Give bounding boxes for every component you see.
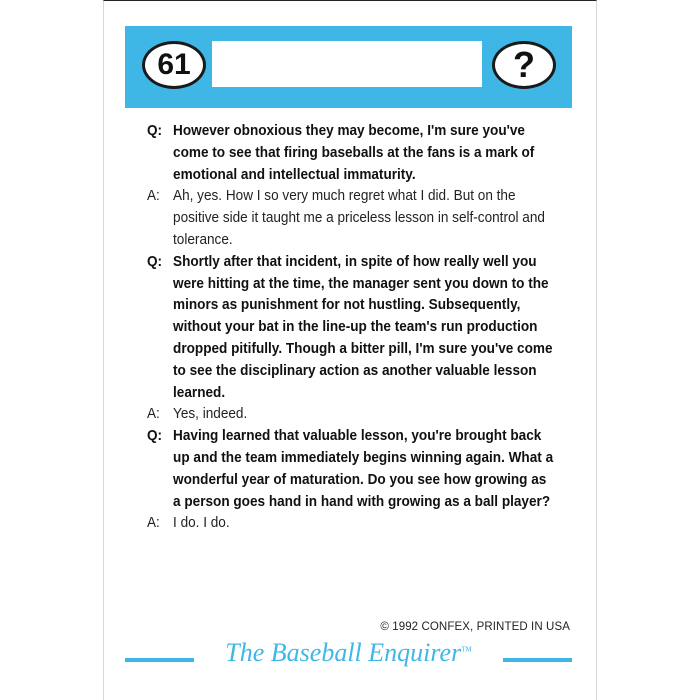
question-mark-badge: ? bbox=[492, 41, 556, 89]
copyright-notice: © 1992 CONFEX, PRINTED IN USA bbox=[380, 621, 570, 633]
qa-label: A: bbox=[147, 406, 160, 423]
trading-card bbox=[103, 0, 597, 700]
answer-text: I do. I do. bbox=[173, 515, 230, 532]
qa-entry-5 bbox=[147, 426, 556, 513]
trademark-mark: TM bbox=[461, 645, 472, 654]
card-number-badge: 61 bbox=[142, 41, 206, 89]
player-name-box bbox=[212, 41, 482, 87]
footer-rule-right bbox=[503, 658, 572, 662]
answer-text: Yes, indeed. bbox=[173, 406, 248, 423]
qa-label: A: bbox=[147, 515, 160, 532]
brand-title: The Baseball Enquirer bbox=[225, 638, 462, 667]
qa-entry-6 bbox=[147, 513, 556, 535]
qa-entry-2 bbox=[147, 186, 556, 251]
qa-label: Q: bbox=[147, 428, 163, 445]
question-text: Having learned that valuable lesson, you're brought back up and the team immediately begins winning again. What a wonderful year of maturation. Do you see how growing as a person goes hand in hand with growing as a ball player? bbox=[173, 428, 554, 510]
qa-entry-1 bbox=[147, 121, 556, 186]
answer-text: Ah, yes. How I so very much regret what I did. But on the positive side it taught me a priceless lesson in self-control and tolerance. bbox=[173, 188, 545, 248]
qa-entry-3 bbox=[147, 252, 556, 405]
footer-rule-left bbox=[125, 658, 194, 662]
qa-label: A: bbox=[147, 188, 160, 205]
question-text: However obnoxious they may become, I'm sure you've come to see that firing baseballs at the fans is a mark of emotional and intellectual immaturity. bbox=[173, 123, 535, 183]
brand-wordmark bbox=[197, 638, 500, 668]
qa-entry-4 bbox=[147, 404, 556, 426]
header-banner bbox=[125, 26, 572, 108]
footer-brand-strip bbox=[125, 638, 572, 678]
qa-label: Q: bbox=[147, 123, 163, 139]
question-text: Shortly after that incident, in spite of how really well you were hitting at the time, the manager sent you down to the minors as punishment for not hustling. Subsequently, without your bat in the line-up the team's run production dropped pitifully. Though a bitter pill, I'm sure you've come to see the disciplinary action as another valuable lesson learned. bbox=[173, 253, 553, 401]
qa-label: Q: bbox=[147, 253, 163, 270]
interview-text bbox=[147, 121, 556, 535]
